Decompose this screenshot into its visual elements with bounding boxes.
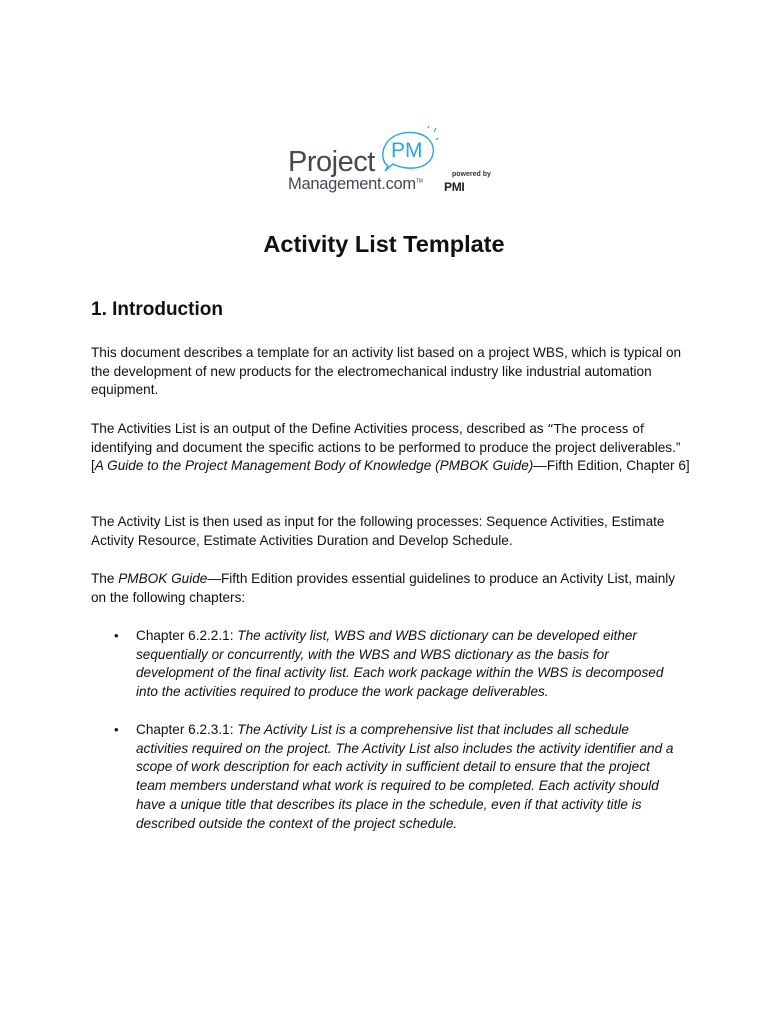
logo-word-project: Project	[288, 146, 375, 178]
p2-text-c: —Fifth Edition, Chapter 6]	[533, 458, 690, 474]
bullet-quote: The Activity List is a comprehensive list that includes all schedule activities required on the project. The Activity List also includes the activity identifier and a scope of work description for each activity in sufficient detail to ensure that the project team members understand what work is required to be completed. Each activity should have a unique title that describes its place in the schedule, even if that activity title is described outside the context of the project schedule.	[136, 722, 674, 831]
section-heading: 1. Introduction	[91, 299, 223, 320]
p4-text-b: —Fifth Edition provides essential guidelines to produce an Activity List, mainly on the following chapters:	[91, 571, 676, 605]
logo-management-text: Management.com	[288, 175, 416, 193]
projectmanagement-logo	[286, 126, 491, 196]
bullet-item	[136, 721, 676, 833]
bullet-marker: •	[114, 722, 119, 737]
intro-paragraph-3: The Activity List is then used as input for the following processes: Sequence Activities, Estimate Activity Resource, Estimate Activities Duration and Develop Schedule.	[91, 514, 665, 548]
document-title: Activity List Template	[263, 231, 505, 257]
logo-trademark: TM	[415, 178, 423, 185]
p2-quote-start: “The process of	[547, 421, 645, 436]
bullet-chapter: Chapter 6.2.2.1:	[136, 628, 238, 643]
intro-paragraph-1: This document describes a template for an activity list based on a project WBS, which is typical on the development of new products for the electromechanical industry like industrial automation equipment.	[91, 345, 682, 398]
p4-pmbok-italic: PMBOK Guide	[118, 571, 208, 586]
pmi-logo: PMI	[444, 180, 465, 194]
logo-powered-by: powered by	[452, 171, 491, 178]
bullet-quote: The activity list, WBS and WBS dictionary can be developed either sequentially or concurrently, with the WBS and WBS dictionary as the basis for development of the final activity list. Each work package within the WBS is decomposed into the activities required to produce the work package deliverables.	[136, 628, 664, 700]
p2-text-a: The Activities List is an output of the Define Activities process, described as	[91, 421, 548, 436]
intro-paragraph-2	[91, 420, 691, 476]
p2-text-b: identifying and document the specific actions to be performed to produce the project deliverables.” [	[91, 439, 681, 474]
logo-word-management	[288, 175, 423, 194]
logo-pm-text: PM	[391, 139, 423, 162]
p4-text-a: The	[91, 571, 119, 586]
pm-speech-bubble-icon	[378, 126, 438, 174]
intro-paragraph-4	[91, 570, 691, 607]
bullet-item	[136, 627, 676, 702]
p2-reference-title: A Guide to the Project Management Body of Knowledge (PMBOK Guide)	[94, 458, 534, 474]
bullet-chapter: Chapter 6.2.3.1:	[136, 722, 238, 737]
bullet-marker: •	[114, 628, 119, 643]
